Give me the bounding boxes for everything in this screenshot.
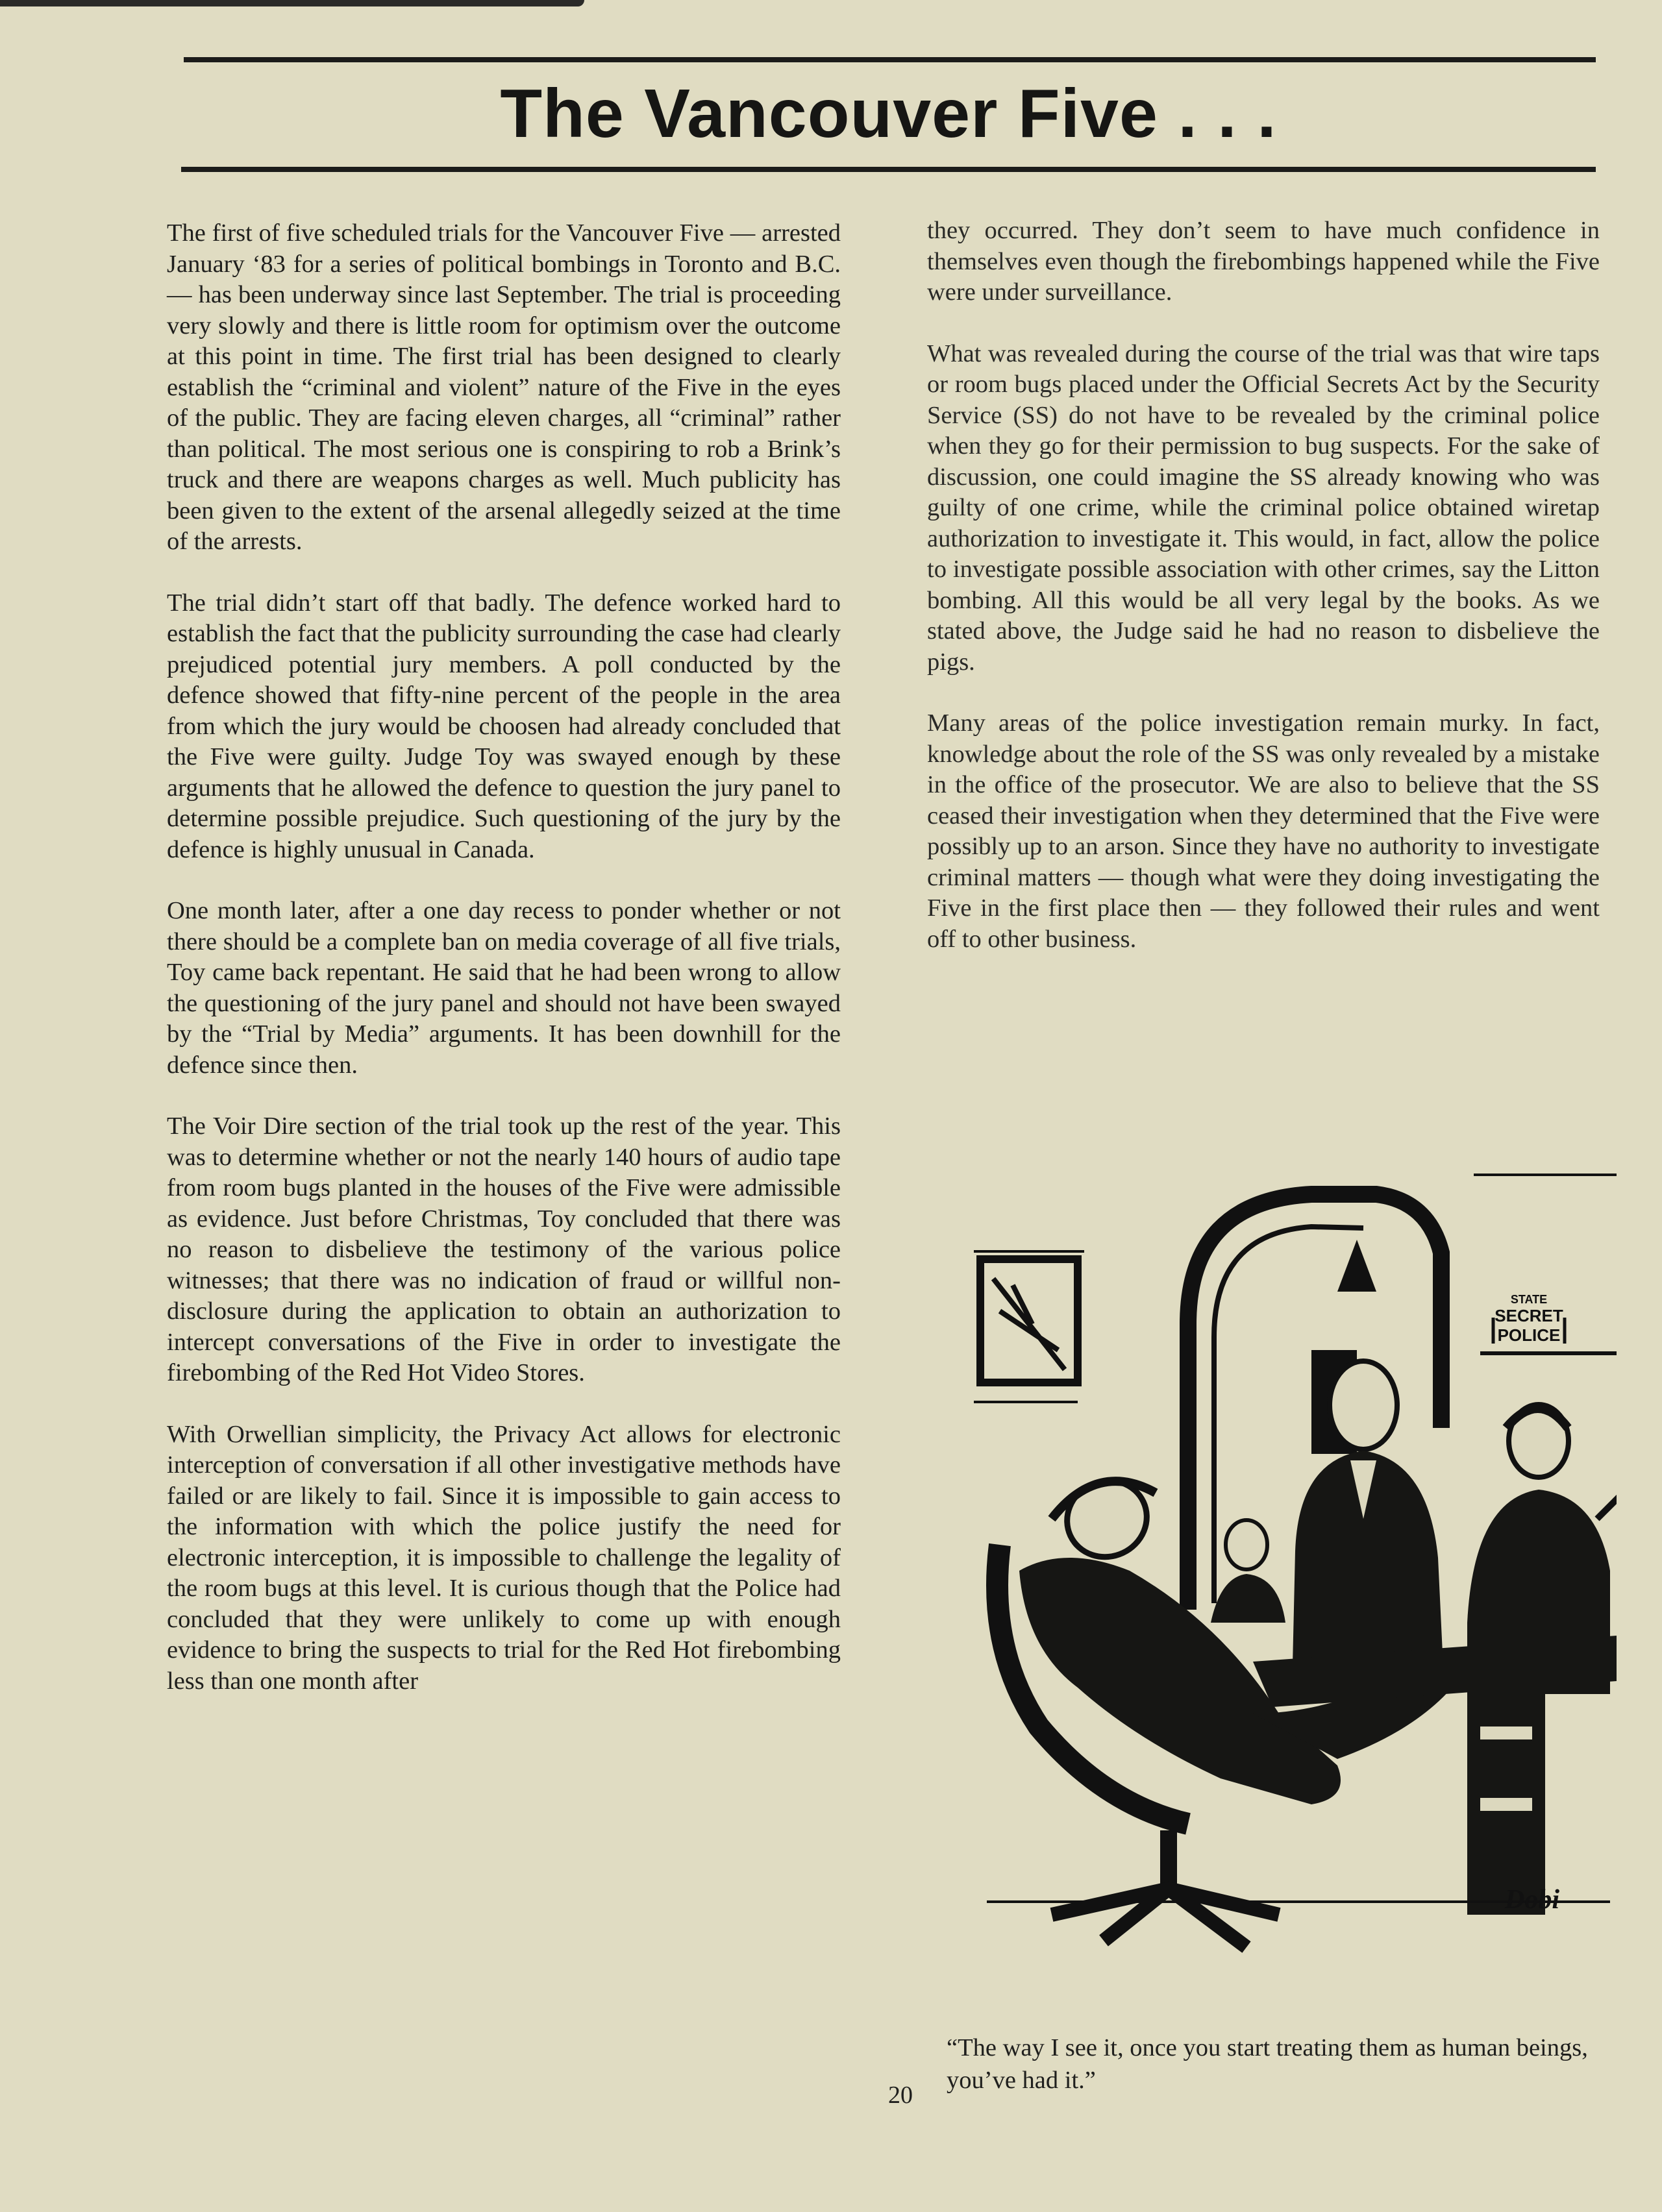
editorial-cartoon (974, 1155, 1617, 1993)
door-sign-state: STATE (1510, 1293, 1548, 1306)
title-rule-top (184, 57, 1596, 62)
paragraph: With Orwellian simplicity, the Privacy Act allows for electronic interception of conversation if all other investigative methods have failed or are likely to fail. Since it is impossible to gain access to the information with which the police justify the need for electronic interception, it is impossible to challenge the legality of the room bugs at this level. It is curious though that the Police had concluded that they were unlikely to come up with enough evidence to bring the suspects to trial for the Red Hot firebombing less than one month after (167, 1420, 841, 1695)
paragraph: The trial didn’t start off that badly. The defence worked hard to establish the fact that the publicity surrounding the case had clearly prejudiced potential jury members. A poll conducted by the defence showed that fifty-nine percent of the people in the area from which the jury would be choosen had already concluded that the Five were guilty. Judge Toy was swayed enough by these arguments that he allowed the defence to question the jury panel to determine possible prejudice. Such questioning of the jury by the defence is highly unusual in Canada. (167, 589, 841, 863)
title-rule-bottom (181, 167, 1596, 172)
door-sign-police: POLICE (1497, 1325, 1561, 1345)
cartoon-caption: “The way I see it, once you start treating them as human beings, you’ve had it.” (947, 2034, 1588, 2094)
door-sign-secret: SECRET (1495, 1306, 1563, 1325)
scan-edge (0, 0, 584, 6)
paragraph: The Voir Dire section of the trial took up the rest of the year. This was to determine whether or not the nearly 140 hours of audio tape from room bugs planted in the houses of the Five were admissible as evidence. Just before Christmas, Toy concluded that there was no reason to disbelieve the testimony of the various police witnesses; that there was no indication of fraud or willful non-disclosure during the application to obtain an authorization to intercept conversations of the Five in order to investigate the firebombing of the Red Hot Video Stores. (167, 1112, 841, 1386)
paragraph: The first of five scheduled trials for the Vancouver Five — arrested January ‘83 for a series of political bombings in Toronto and B.C. — has been underway since last September. The trial is proceeding very slowly and there is little room for optimism over the outcome at this point in time. The first trial has been designed to clearly establish the “criminal and violent” nature of the Five in the eyes of the public. They are facing eleven charges, all “criminal” rather than political. The most serious one is conspiring to rob a Brink’s truck and there are weapons charges as well. Much publicity has been given to the extent of the arsenal allegedly seized at the time of the arrests. (167, 219, 841, 555)
paragraph: they occurred. They don’t seem to have much confidence in themselves even though the firebombings happened while the Five were under surveillance. (927, 217, 1600, 306)
page-number: 20 (888, 2082, 913, 2109)
paragraph: One month later, after a one day recess to ponder whether or not there should be a complete ban on media coverage of all five trials, Toy came back repentant. He said that he had been wrong to allow the questioning of the jury panel and should not have been swayed by the “Trial by Media” arguments. It has been downhill for the defence since then. (167, 897, 841, 1079)
paragraph: What was revealed during the course of the trial was that wire taps or room bugs placed under the Official Secrets Act by the Security Service (SS) do not have to be revealed by the criminal police when they go for their permission to bug suspects. For the sake of discussion, one could imagine the SS already knowing who was guilty of one crime, while the criminal police obtained wiretap authorization to investigate it. This would, in fact, allow the police to investigate possible association with other crimes, say the Litton bombing. All this would be all very legal by the books. As we stated above, the Judge said he had no reason to disbelieve the pigs. (927, 339, 1600, 676)
paragraph: Many areas of the police investigation remain murky. In fact, knowledge about the role of the SS was only revealed by a mistake in the office of the prosecutor. We are also to believe that the SS ceased their investigation when they determined that the Five were possibly up to an arson. Since they have no authority to investigate criminal matters — though what were they doing investigating the Five in the first place then — they followed their rules and went off to other business. (927, 709, 1600, 953)
cartoon-signature: Dobi (1505, 1885, 1559, 1915)
article-column-right (927, 215, 1600, 955)
page-title: The Vancouver Five . . . (500, 75, 1277, 152)
article-column-left (167, 218, 841, 1697)
